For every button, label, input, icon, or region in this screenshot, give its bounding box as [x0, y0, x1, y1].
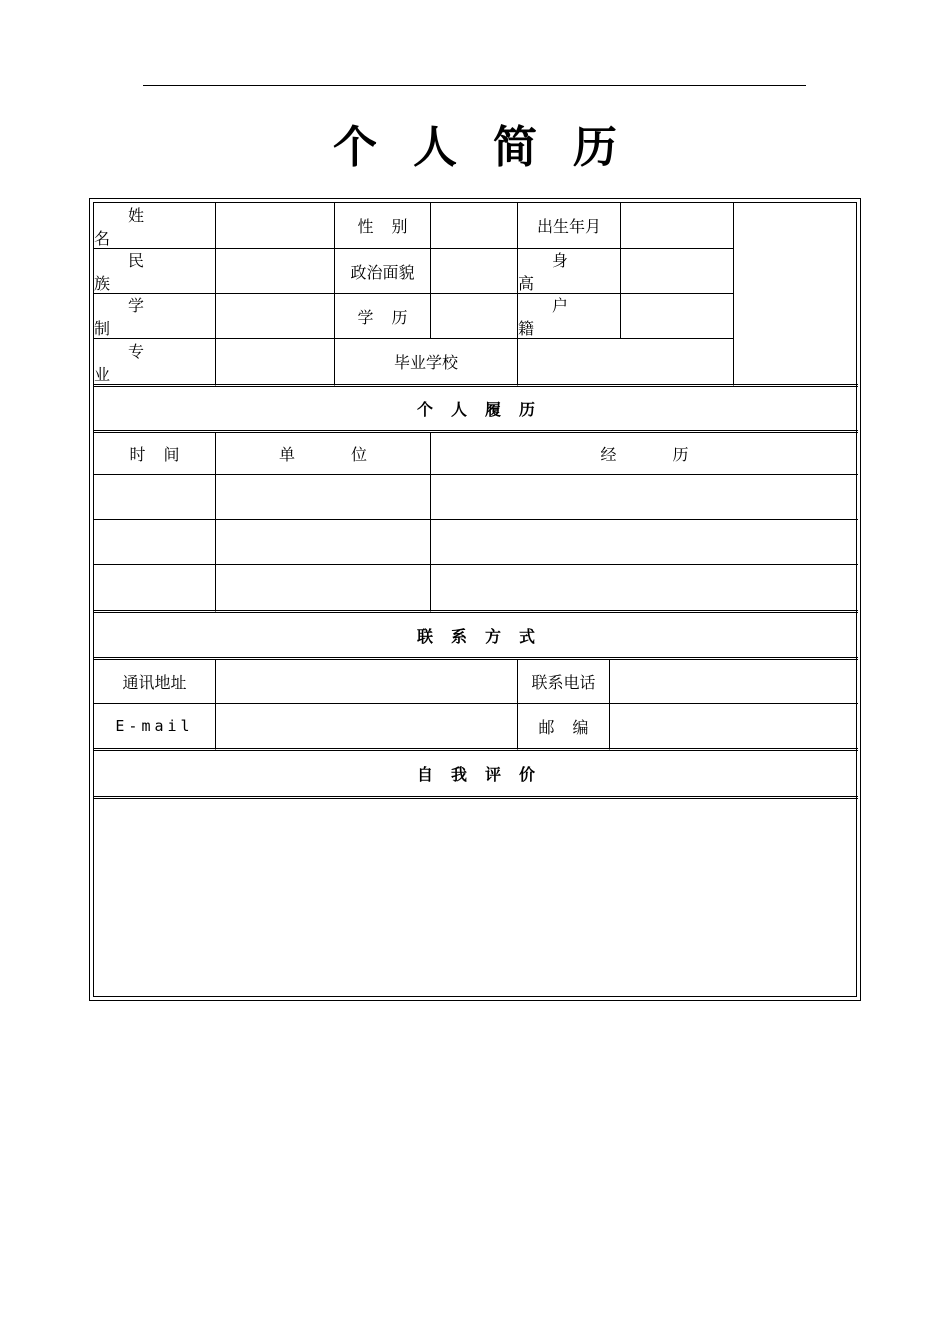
postcode-field[interactable]: [610, 704, 858, 751]
phone-label: 联系电话: [518, 660, 610, 704]
history-row-2-unit[interactable]: [216, 520, 431, 565]
school-label: 毕业学校: [335, 339, 518, 387]
history-col-experience: 经历: [431, 433, 858, 475]
major-label: 专业: [94, 339, 216, 387]
history-col-time: 时间: [94, 433, 216, 475]
political-field[interactable]: [431, 249, 518, 294]
ethnicity-label: 民族: [94, 249, 216, 294]
education-field[interactable]: [431, 294, 518, 339]
history-col-unit: 单位: [216, 433, 431, 475]
history-row-1-time[interactable]: [94, 475, 216, 520]
hukou-label: 户籍: [518, 294, 621, 339]
resume-form-inner: [93, 202, 857, 997]
history-row-3-unit[interactable]: [216, 565, 431, 613]
history-row-2-experience[interactable]: [431, 520, 858, 565]
birth-field[interactable]: [621, 203, 734, 249]
page-title: 个人简历: [333, 122, 653, 173]
gender-label: 性别: [335, 203, 431, 249]
height-label: 身高: [518, 249, 621, 294]
history-row-3-experience[interactable]: [431, 565, 858, 613]
history-heading: 个人履历: [94, 387, 858, 433]
resume-form: [89, 198, 861, 1001]
evaluation-field[interactable]: [94, 799, 858, 998]
contact-heading: 联系方式: [94, 613, 858, 660]
education-label: 学历: [335, 294, 431, 339]
email-field[interactable]: [216, 704, 518, 751]
gender-field[interactable]: [431, 203, 518, 249]
photo-box[interactable]: [734, 203, 858, 387]
height-field[interactable]: [621, 249, 734, 294]
email-label: E-mail: [94, 704, 216, 751]
history-row-1-experience[interactable]: [431, 475, 858, 520]
postcode-label: 邮编: [518, 704, 610, 751]
school-field[interactable]: [518, 339, 734, 387]
political-label: 政治面貌: [335, 249, 431, 294]
ethnicity-field[interactable]: [216, 249, 335, 294]
top-rule: [143, 85, 806, 86]
schooling-label: 学制: [94, 294, 216, 339]
schooling-field[interactable]: [216, 294, 335, 339]
birth-label: 出生年月: [518, 203, 621, 249]
evaluation-heading: 自我评价: [94, 751, 858, 799]
history-row-2-time[interactable]: [94, 520, 216, 565]
major-field[interactable]: [216, 339, 335, 387]
address-label: 通讯地址: [94, 660, 216, 704]
phone-field[interactable]: [610, 660, 858, 704]
address-field[interactable]: [216, 660, 518, 704]
history-row-1-unit[interactable]: [216, 475, 431, 520]
name-label: 姓名: [94, 203, 216, 249]
history-row-3-time[interactable]: [94, 565, 216, 613]
hukou-field[interactable]: [621, 294, 734, 339]
name-field[interactable]: [216, 203, 335, 249]
